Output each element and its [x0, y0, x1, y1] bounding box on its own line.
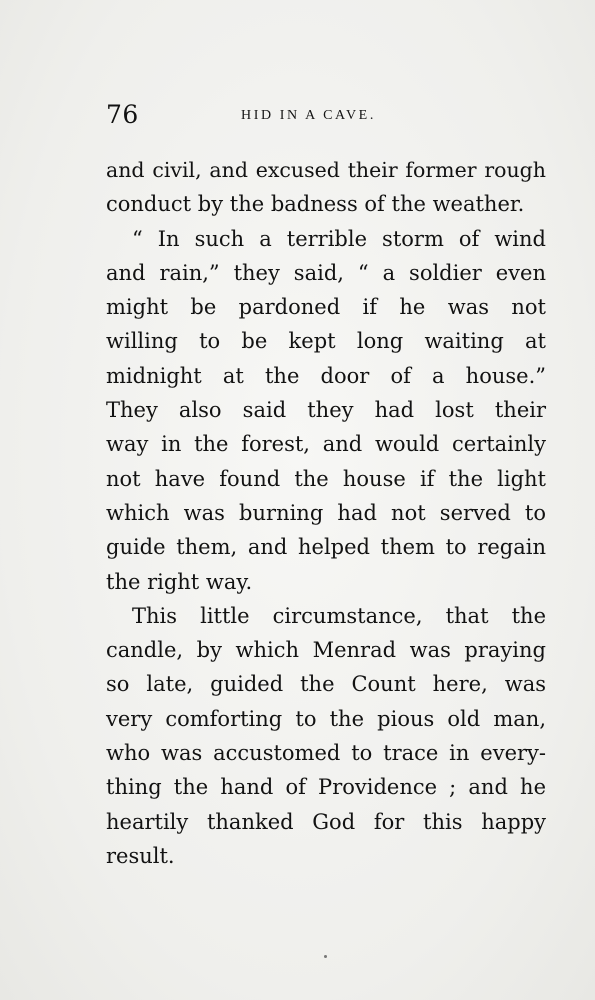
text-line: conduct by the badness of the weather.: [106, 192, 525, 217]
text-line: very comforting to the pious old man,: [106, 706, 546, 731]
text-line: who was accustomed to trace in every-: [106, 741, 546, 766]
text-line: This little circumstance, that the: [132, 603, 546, 628]
running-head: HID IN A CAVE.: [241, 108, 376, 123]
body-text: [106, 153, 546, 873]
text-line: “ In such a terrible storm of wind: [132, 226, 546, 251]
page-header: [106, 100, 546, 134]
text-line: They also said they had lost their: [106, 398, 546, 423]
text-line: which was burning had not served to: [106, 500, 546, 525]
text-line: might be pardoned if he was not: [106, 295, 546, 320]
text-line: result.: [106, 843, 175, 868]
text-line: the right way.: [106, 569, 253, 594]
text-line: way in the forest, and would certainly: [106, 432, 546, 457]
print-speck: [324, 955, 327, 958]
text-line: and rain,” they said, “ a soldier even: [106, 260, 546, 285]
text-line: thing the hand of Providence ; and he: [106, 775, 546, 800]
text-line: not have found the house if the light: [106, 466, 546, 491]
text-line: heartily thanked God for this happy: [106, 809, 546, 834]
text-line: guide them, and helped them to regain: [106, 535, 546, 560]
text-line: willing to be kept long waiting at: [106, 329, 546, 354]
text-line: so late, guided the Count here, was: [106, 672, 546, 697]
page-number: 76: [106, 100, 139, 129]
text-line: midnight at the door of a house.”: [106, 363, 546, 388]
text-line: and civil, and excused their former rough: [106, 158, 546, 182]
text-line: candle, by which Menrad was praying: [106, 638, 546, 663]
